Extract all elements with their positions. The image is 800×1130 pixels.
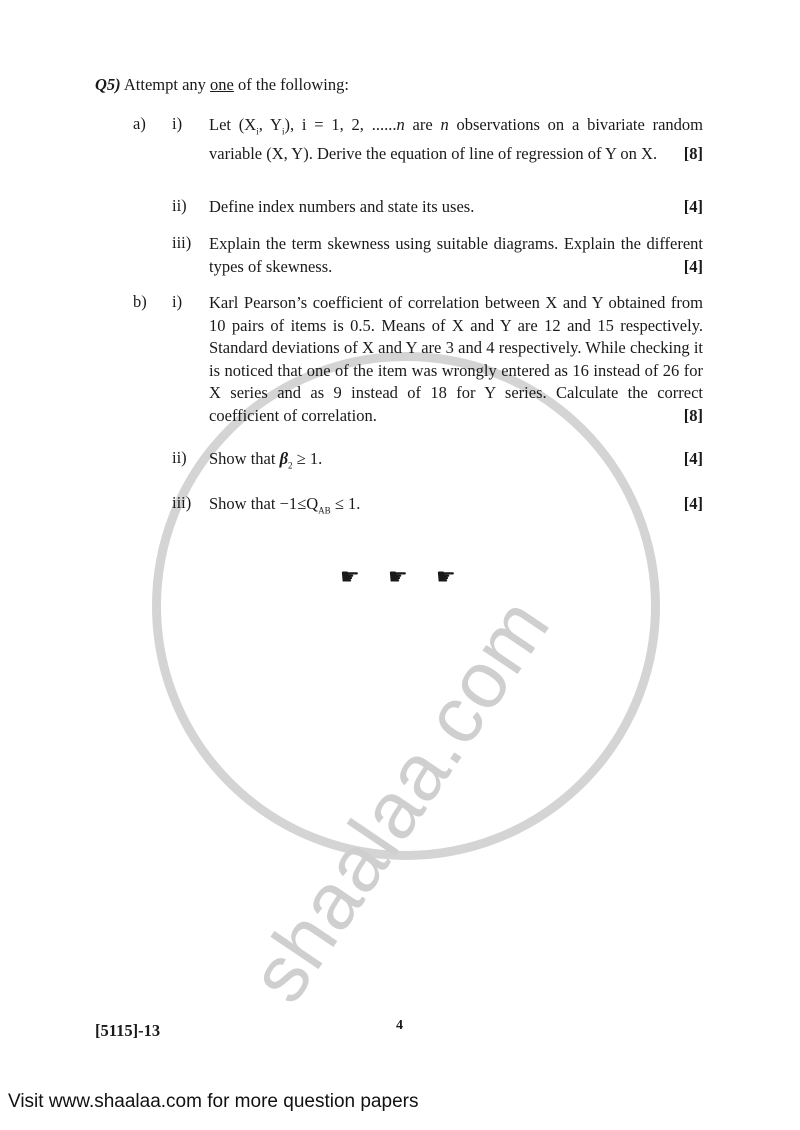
marks: [4] xyxy=(683,449,703,468)
question-a-ii: Define index numbers and state its uses. [4] xyxy=(209,196,703,219)
item-label: i) xyxy=(172,292,183,311)
end-pointer-icon: ☛ xyxy=(340,564,360,589)
question-b-iii: Show that $-1\le Q_{AB} \le 1$. [4] xyxy=(209,494,703,516)
item-label: iii) xyxy=(172,233,192,252)
question-b-ii: Show that $\beta_2 \ge 1$. [4] xyxy=(209,449,703,471)
item-label: ii) xyxy=(172,196,187,215)
marks: [8] xyxy=(683,143,703,163)
question-number: Q5) xyxy=(95,75,121,94)
question-a-iii: Explain the term skewness using suitable diagrams. Explain the different types of skewness. [4] xyxy=(209,233,703,278)
marks: [4] xyxy=(683,256,703,276)
part-a-label: a) xyxy=(133,114,146,133)
promo-banner-link[interactable]: Visit www.shaalaa.com for more question papers xyxy=(8,1091,419,1112)
marks: [4] xyxy=(683,494,703,513)
item-label: iii) xyxy=(172,493,192,512)
paper-code: [5115]-13 xyxy=(95,1021,161,1040)
page-number: 4 xyxy=(396,1018,403,1033)
question-a-i: Let ($X_i$, $Y_i$), i = 1, 2, ......n are n observations on a bivariate random variable (X, Y). Derive the equation of line of regression of Y on X. [8] xyxy=(209,114,703,165)
end-pointer-icon: ☛ xyxy=(388,564,408,589)
part-b-label: b) xyxy=(133,292,147,311)
item-label: i) xyxy=(172,114,183,133)
watermark-text: shaalaa.com xyxy=(232,582,567,1018)
item-label: ii) xyxy=(172,448,187,467)
marks: [8] xyxy=(683,405,703,425)
end-pointer-icon: ☛ xyxy=(436,564,456,589)
question-heading: Q5) Attempt any one of the following: xyxy=(95,75,349,94)
marks: [4] xyxy=(683,197,703,216)
question-b-i: Karl Pearson’s coefficient of correlation between X and Y obtained from 10 pairs of items is 0.5. Means of X and Y are 12 and 15 respectively. Standard deviations of X and Y are 3 and 4 respectively. While checking it is noticed that one of the item was wrongly entered as 16 instead of 26 for X series and as 9 instead of 18 for Y series. Calculate the correct coefficient of correlation. [8] xyxy=(209,292,703,428)
